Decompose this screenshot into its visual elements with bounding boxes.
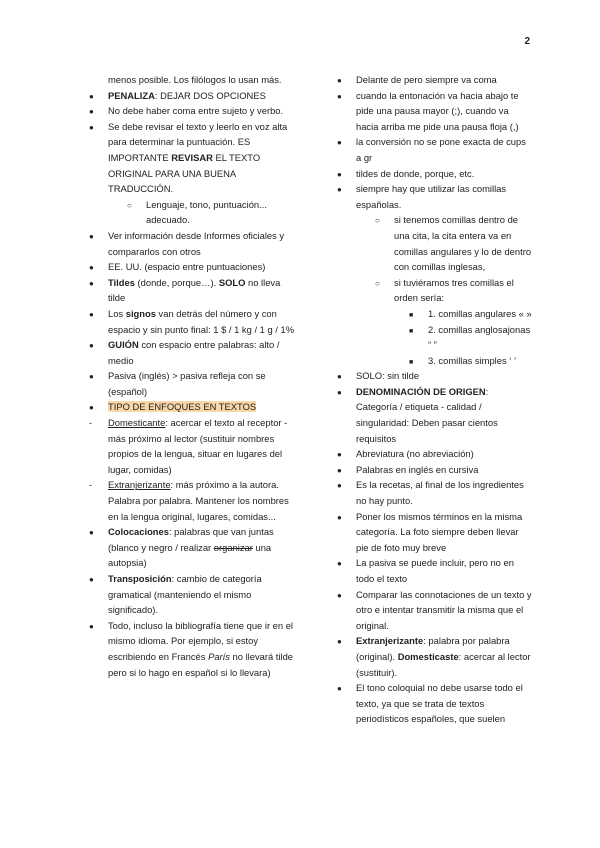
bullet-icon <box>89 103 103 120</box>
bullet-icon <box>337 509 351 526</box>
circle-bullet-icon <box>375 275 389 292</box>
list-item: ● Poner los mismos términos en la misma categoría. La foto siempre deben llevar pie de foto muy breve <box>336 509 532 556</box>
list-item: ● GUIÓN con espacio entre palabras: alto / medio <box>88 337 298 368</box>
list-item: ● Abreviatura (no abreviación) <box>336 446 532 462</box>
list-item: ○ si tenemos comillas dentro de una cita, la cita entera va en comillas angulares y lo de dentro con comillas inglesas, <box>374 212 532 274</box>
list-item: ● PENALIZA: DEJAR DOS OPCIONES <box>88 88 298 104</box>
list-item: ● Pasiva (inglés) > pasiva refleja con se (español) <box>88 368 298 399</box>
list-item: ● Ver información desde Informes oficiales y compararlos con otros <box>88 228 298 259</box>
bullet-icon <box>337 477 351 494</box>
bullet-icon <box>89 228 103 245</box>
list-item: ■ 1. comillas angulares « » <box>408 306 532 322</box>
list-item: ● DENOMINACIÓN DE ORIGEN: Categoría / etiqueta - calidad / singularidad: Deben pasar cientos requisitos <box>336 384 532 446</box>
list-item: ● Los signos van detrás del número y con espacio y sin punto final: 1 $ / 1 kg / 1 g / 1% <box>88 306 298 337</box>
list-item: ○ Lenguaje, tono, puntuación... adecuado. <box>126 197 298 228</box>
list-item: ● Se debe revisar el texto y leerlo en voz alta para determinar la puntuación. ES IMPORTANTE REVISAR EL TEXTO ORIGINAL PARA UNA BUENA TRADUCCIÓN. <box>88 119 298 197</box>
circle-bullet-icon <box>127 197 141 214</box>
bullet-icon <box>89 399 103 416</box>
bullet-icon <box>89 275 103 292</box>
bullet-icon <box>89 618 103 635</box>
list-item: menos posible. Los filólogos lo usan más. <box>108 74 282 85</box>
list-item: ● Delante de pero siempre va coma <box>336 72 532 88</box>
bullet-icon <box>89 524 103 541</box>
bullet-icon <box>337 680 351 697</box>
dash-icon <box>89 415 103 431</box>
highlighted-heading: TIPO DE ENFOQUES EN TEXTOS <box>108 401 257 413</box>
bullet-icon <box>89 368 103 385</box>
right-column <box>336 72 532 727</box>
square-bullet-icon <box>409 322 423 340</box>
list-item: ● tildes de donde, porque, etc. <box>336 166 532 182</box>
bullet-icon <box>337 555 351 572</box>
circle-bullet-icon <box>375 212 389 229</box>
bullet-icon <box>337 446 351 463</box>
list-item: ● siempre hay que utilizar las comillas españolas. <box>336 181 532 212</box>
bullet-icon <box>337 633 351 650</box>
list-item: ● Colocaciones: palabras que van juntas (blanco y negro / realizar organizar una autopsia) <box>88 524 298 571</box>
list-item: ● Es la recetas, al final de los ingredientes no hay punto. <box>336 477 532 508</box>
bullet-icon <box>89 259 103 276</box>
list-item <box>88 399 298 415</box>
list-item: ■ 2. comillas anglosajonas “ ” <box>408 322 532 353</box>
bullet-icon <box>337 384 351 401</box>
list-item: - Extranjerizante: más próximo a la autora. Palabra por palabra. Mantener los nombres en la lengua original, lugares, comidas... <box>88 477 298 524</box>
list-item: ● cuando la entonación va hacia abajo te pide una pausa mayor (;), cuando va hacia arriba me pide una pausa floja (,) <box>336 88 532 135</box>
list-item: ● SOLO: sin tilde <box>336 368 532 384</box>
list-item: ● No debe haber coma entre sujeto y verbo. <box>88 103 298 119</box>
list-item: - Domesticante: acercar el texto al receptor - más próximo al lector (sustituir nombres propios de la lengua, situar en lugares del lugar, comidas) <box>88 415 298 477</box>
bullet-icon <box>337 462 351 479</box>
bullet-icon <box>89 571 103 588</box>
page-number: 2 <box>524 36 530 47</box>
bullet-icon <box>89 119 103 136</box>
list-item: ● EE. UU. (espacio entre puntuaciones) <box>88 259 298 275</box>
list-item: ● Comparar las connotaciones de un texto y otro e intentar transmitir la misma que el original. <box>336 587 532 634</box>
bullet-icon <box>337 134 351 151</box>
bullet-icon <box>337 72 351 89</box>
list-item: ■ 3. comillas simples ‘ ’ <box>408 353 532 369</box>
list-item: ● Todo, incluso la bibliografía tiene que ir en el mismo idioma. Por ejemplo, si estoy escribiendo en Francés París no llevará tilde pero si lo hago en español si lo llevara) <box>88 618 298 680</box>
bullet-icon <box>89 88 103 105</box>
list-item: ○ si tuviéramos tres comillas el orden sería: <box>374 275 532 306</box>
bullet-icon <box>337 88 351 105</box>
list-item: ● Tildes (donde, porque…). SOLO no lleva tilde <box>88 275 298 306</box>
bullet-icon <box>337 368 351 385</box>
list-item: ● Palabras en inglés en cursiva <box>336 462 532 478</box>
bullet-icon <box>337 587 351 604</box>
left-column <box>88 72 298 680</box>
bullet-icon <box>337 181 351 198</box>
dash-icon <box>89 477 103 493</box>
bullet-icon <box>337 166 351 183</box>
list-item: ● la conversión no se pone exacta de cups a gr <box>336 134 532 165</box>
bullet-icon <box>89 306 103 323</box>
list-item: ● Transposición: cambio de categoría gramatical (manteniendo el mismo significado). <box>88 571 298 618</box>
bullet-icon <box>89 337 103 354</box>
list-item: ● El tono coloquial no debe usarse todo el texto, ya que se trata de textos periodísticos españoles, que suelen <box>336 680 532 727</box>
list-item: ● Extranjerizante: palabra por palabra (original). Domesticaste: acercar al lector (sustituir). <box>336 633 532 680</box>
list-item: ● La pasiva se puede incluir, pero no en todo el texto <box>336 555 532 586</box>
